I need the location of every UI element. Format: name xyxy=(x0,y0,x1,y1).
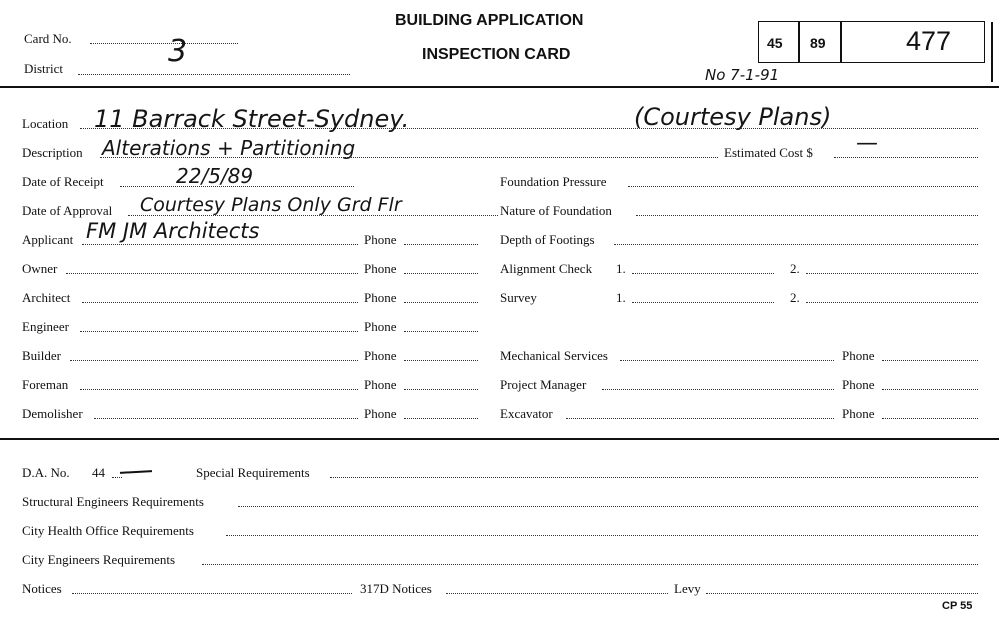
structural-line xyxy=(238,506,978,507)
architect-line xyxy=(82,302,358,303)
alignment-line-2 xyxy=(806,273,978,274)
engineer-label: Engineer xyxy=(22,319,69,334)
estimated-cost-line xyxy=(834,157,978,158)
reference-box-divider-2 xyxy=(840,21,842,63)
architect-phone-line xyxy=(404,302,478,303)
special-requirements-line xyxy=(330,477,978,478)
foreman-label: Foreman xyxy=(22,377,69,392)
owner-phone-label: Phone xyxy=(364,261,397,276)
district-label: District xyxy=(24,61,63,76)
survey-num-1: 1. xyxy=(616,290,626,305)
owner-phone-line xyxy=(404,273,478,274)
notices-label: Notices xyxy=(22,581,62,596)
depth-footings-label: Depth of Footings xyxy=(500,232,595,247)
special-requirements-label: Special Requirements xyxy=(196,465,310,480)
excavator-label: Excavator xyxy=(500,406,553,421)
mechanical-label: Mechanical Services xyxy=(500,348,608,363)
architect-label: Architect xyxy=(22,290,71,305)
location-value: 11 Barrack Street-Sydney. xyxy=(94,105,410,133)
notices-line xyxy=(72,593,352,594)
notices-317d-label: 317D Notices xyxy=(360,581,432,596)
excavator-line xyxy=(566,418,834,419)
levy-label: Levy xyxy=(674,581,701,596)
nature-foundation-label: Nature of Foundation xyxy=(500,203,612,218)
project-manager-line xyxy=(602,389,834,390)
owner-label: Owner xyxy=(22,261,58,276)
alignment-num-1: 1. xyxy=(616,261,626,276)
description-value: Alterations + Partitioning xyxy=(102,136,356,160)
receipt-value: 22/5/89 xyxy=(176,164,254,188)
footer-divider xyxy=(0,438,999,440)
architect-phone-label: Phone xyxy=(364,290,397,305)
da-no-line xyxy=(112,477,122,478)
levy-line xyxy=(706,593,978,594)
foreman-line xyxy=(80,389,358,390)
depth-footings-line xyxy=(614,244,978,245)
title-line-2: INSPECTION CARD xyxy=(422,46,571,63)
builder-phone-line xyxy=(404,360,478,361)
survey-label: Survey xyxy=(500,290,537,305)
approval-label: Date of Approval xyxy=(22,203,113,218)
title-line-1: BUILDING APPLICATION xyxy=(395,12,584,29)
reference-box-divider-1 xyxy=(798,21,800,63)
approval-value: Courtesy Plans Only Grd Flr xyxy=(140,194,402,216)
card-no-line xyxy=(90,43,238,44)
foundation-pressure-label: Foundation Pressure xyxy=(500,174,607,189)
owner-line xyxy=(66,273,358,274)
location-label: Location xyxy=(22,116,69,131)
da-no-handwritten-dash xyxy=(120,470,152,474)
applicant-line xyxy=(82,244,358,245)
right-edge-mark xyxy=(991,22,993,82)
health-office-line xyxy=(226,535,978,536)
excavator-phone-label: Phone xyxy=(842,406,875,421)
card-no-value: 3 xyxy=(168,34,188,69)
mechanical-phone-label: Phone xyxy=(842,348,875,363)
survey-line-1 xyxy=(632,302,774,303)
description-label: Description xyxy=(22,145,83,160)
handwritten-note: No 7-1-91 xyxy=(705,66,780,84)
reference-box-a: 45 xyxy=(767,35,783,51)
city-engineers-label: City Engineers Requirements xyxy=(22,552,176,567)
city-engineers-line xyxy=(202,564,978,565)
alignment-line-1 xyxy=(632,273,774,274)
estimated-cost-label: Estimated Cost $ xyxy=(724,145,813,160)
applicant-phone-label: Phone xyxy=(364,232,397,247)
applicant-phone-line xyxy=(404,244,478,245)
reference-box-b: 89 xyxy=(810,35,826,51)
alignment-check-label: Alignment Check xyxy=(500,261,593,276)
demolisher-phone-line xyxy=(404,418,478,419)
applicant-value: FM JM Architects xyxy=(86,219,260,243)
applicant-label: Applicant xyxy=(22,232,74,247)
builder-line xyxy=(70,360,358,361)
alignment-num-2: 2. xyxy=(790,261,800,276)
da-no-label: D.A. No. xyxy=(22,465,70,480)
engineer-phone-label: Phone xyxy=(364,319,397,334)
health-office-label: City Health Office Requirements xyxy=(22,523,194,538)
form-code: CP 55 xyxy=(942,600,973,612)
district-line xyxy=(78,74,350,75)
notices-317d-line xyxy=(446,593,668,594)
project-manager-label: Project Manager xyxy=(500,377,587,392)
project-manager-phone-line xyxy=(882,389,978,390)
receipt-label: Date of Receipt xyxy=(22,174,104,189)
foreman-phone-label: Phone xyxy=(364,377,397,392)
survey-num-2: 2. xyxy=(790,290,800,305)
demolisher-line xyxy=(94,418,358,419)
da-no-value: 44 xyxy=(92,465,105,480)
demolisher-label: Demolisher xyxy=(22,406,83,421)
mechanical-phone-line xyxy=(882,360,978,361)
engineer-line xyxy=(80,331,358,332)
excavator-phone-line xyxy=(882,418,978,419)
mechanical-line xyxy=(620,360,834,361)
card-no-label: Card No. xyxy=(24,31,72,46)
engineer-phone-line xyxy=(404,331,478,332)
builder-phone-label: Phone xyxy=(364,348,397,363)
header-divider xyxy=(0,86,999,88)
estimated-cost-value: — xyxy=(856,131,878,156)
survey-line-2 xyxy=(806,302,978,303)
builder-label: Builder xyxy=(22,348,61,363)
project-manager-phone-label: Phone xyxy=(842,377,875,392)
foundation-pressure-line xyxy=(628,186,978,187)
foreman-phone-line xyxy=(404,389,478,390)
nature-foundation-line xyxy=(636,215,978,216)
reference-number: 477 xyxy=(906,26,952,56)
structural-label: Structural Engineers Requirements xyxy=(22,494,204,509)
demolisher-phone-label: Phone xyxy=(364,406,397,421)
location-note: (Courtesy Plans) xyxy=(634,103,832,131)
